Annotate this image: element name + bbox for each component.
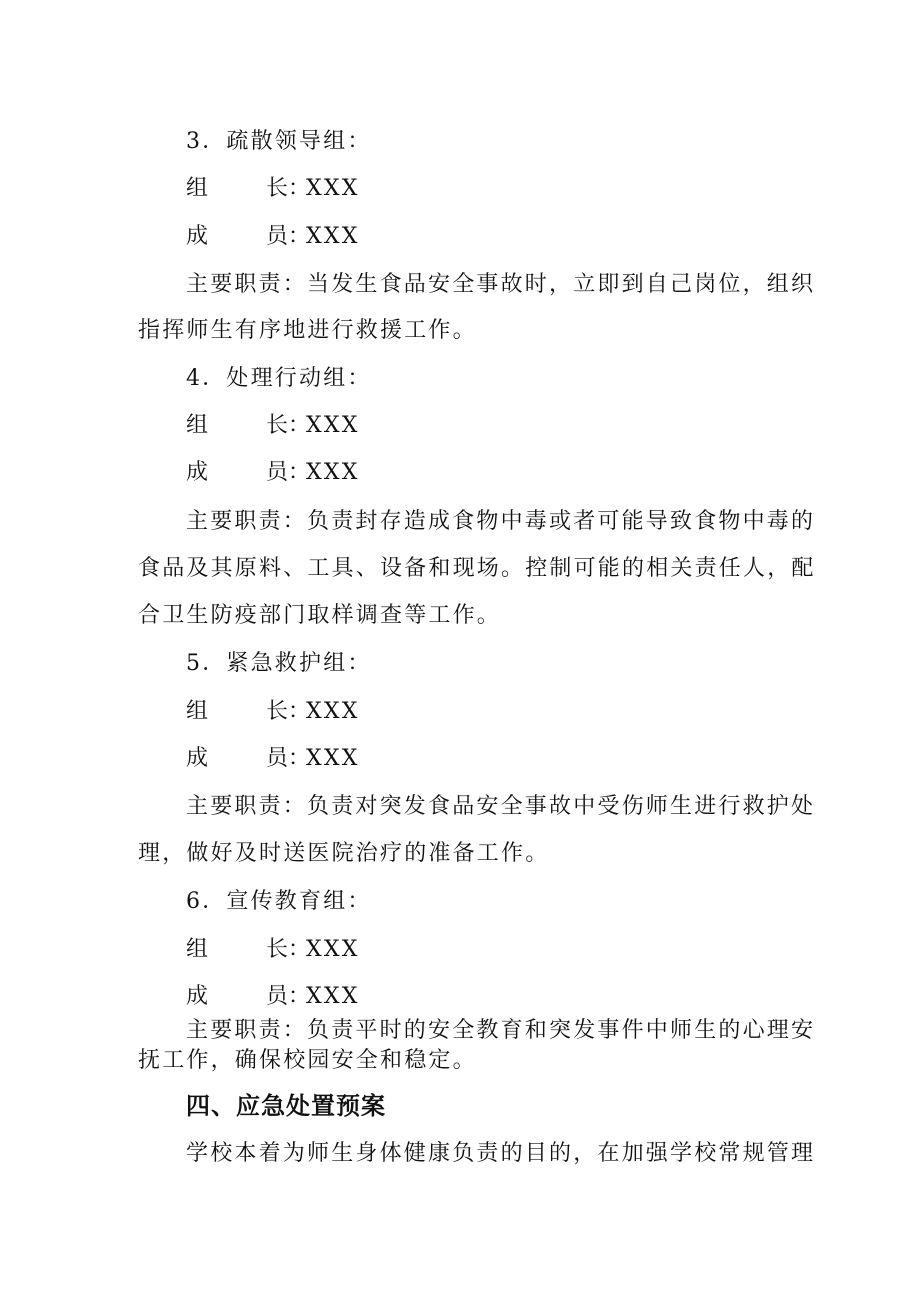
section-5-members <box>186 744 360 774</box>
section-3-leader <box>186 174 360 204</box>
section-6-duty-line-2: 抚工作，确保校园安全和稳定。 <box>138 1048 477 1073</box>
section-6-duty-line-1: 主要职责：负责平时的安全教育和突发事件中师生的心理安 <box>186 1018 816 1043</box>
closing-paragraph-line: 学校本着为师生身体健康负责的目的，在加强学校常规管理 <box>186 1141 816 1166</box>
role-char: 长： <box>266 413 311 438</box>
section-3-members <box>186 222 360 252</box>
role-char: 长： <box>266 937 311 962</box>
member-name: XXX <box>306 984 360 1009</box>
role-char: 员： <box>266 984 311 1009</box>
role-char: 成 <box>186 224 209 249</box>
role-char: 组 <box>186 699 209 724</box>
chapter-heading: 四、应急处置预案 <box>186 1092 386 1120</box>
role-char: 组 <box>186 176 209 201</box>
role-char: 长： <box>266 176 311 201</box>
member-name: XXX <box>306 224 360 249</box>
role-char: 成 <box>186 460 209 485</box>
section-4-leader <box>186 411 360 441</box>
role-char: 长： <box>266 699 311 724</box>
section-5-leader <box>186 697 360 727</box>
member-name: XXX <box>306 460 360 485</box>
leader-name: XXX <box>306 176 360 201</box>
role-char: 成 <box>186 746 209 771</box>
section-5-title: 5．紧急救护组： <box>186 651 372 676</box>
section-6-members <box>186 982 360 1012</box>
role-char: 成 <box>186 984 209 1009</box>
section-5-duty-line-1: 主要职责：负责对突发食品安全事故中受伤师生进行救护处 <box>186 794 816 819</box>
section-4-duty-line-1: 主要职责：负责封存造成食物中毒或者可能导致食物中毒的 <box>186 509 816 534</box>
section-3-duty-line-2: 指挥师生有序地进行救援工作。 <box>138 318 477 343</box>
section-4-duty-line-3: 合卫生防疫部门取样调查等工作。 <box>138 603 502 628</box>
section-3-title: 3．疏散领导组： <box>186 129 372 154</box>
section-4-members <box>186 458 360 488</box>
section-4-title: 4．处理行动组： <box>186 366 372 391</box>
role-char: 组 <box>186 937 209 962</box>
section-6-leader <box>186 935 360 965</box>
role-char: 员： <box>266 746 311 771</box>
role-char: 组 <box>186 413 209 438</box>
leader-name: XXX <box>306 413 360 438</box>
leader-name: XXX <box>306 699 360 724</box>
member-name: XXX <box>306 746 360 771</box>
section-3-duty-line-1: 主要职责：当发生食品安全事故时，立即到自己岗位，组织 <box>186 272 816 297</box>
role-char: 员： <box>266 224 311 249</box>
section-5-duty-line-2: 理，做好及时送医院治疗的准备工作。 <box>138 841 550 866</box>
leader-name: XXX <box>306 937 360 962</box>
section-6-title: 6．宣传教育组： <box>186 889 372 914</box>
section-4-duty-line-2: 食品及其原料、工具、设备和现场。控制可能的相关责任人，配 <box>138 556 816 581</box>
role-char: 员： <box>266 460 311 485</box>
